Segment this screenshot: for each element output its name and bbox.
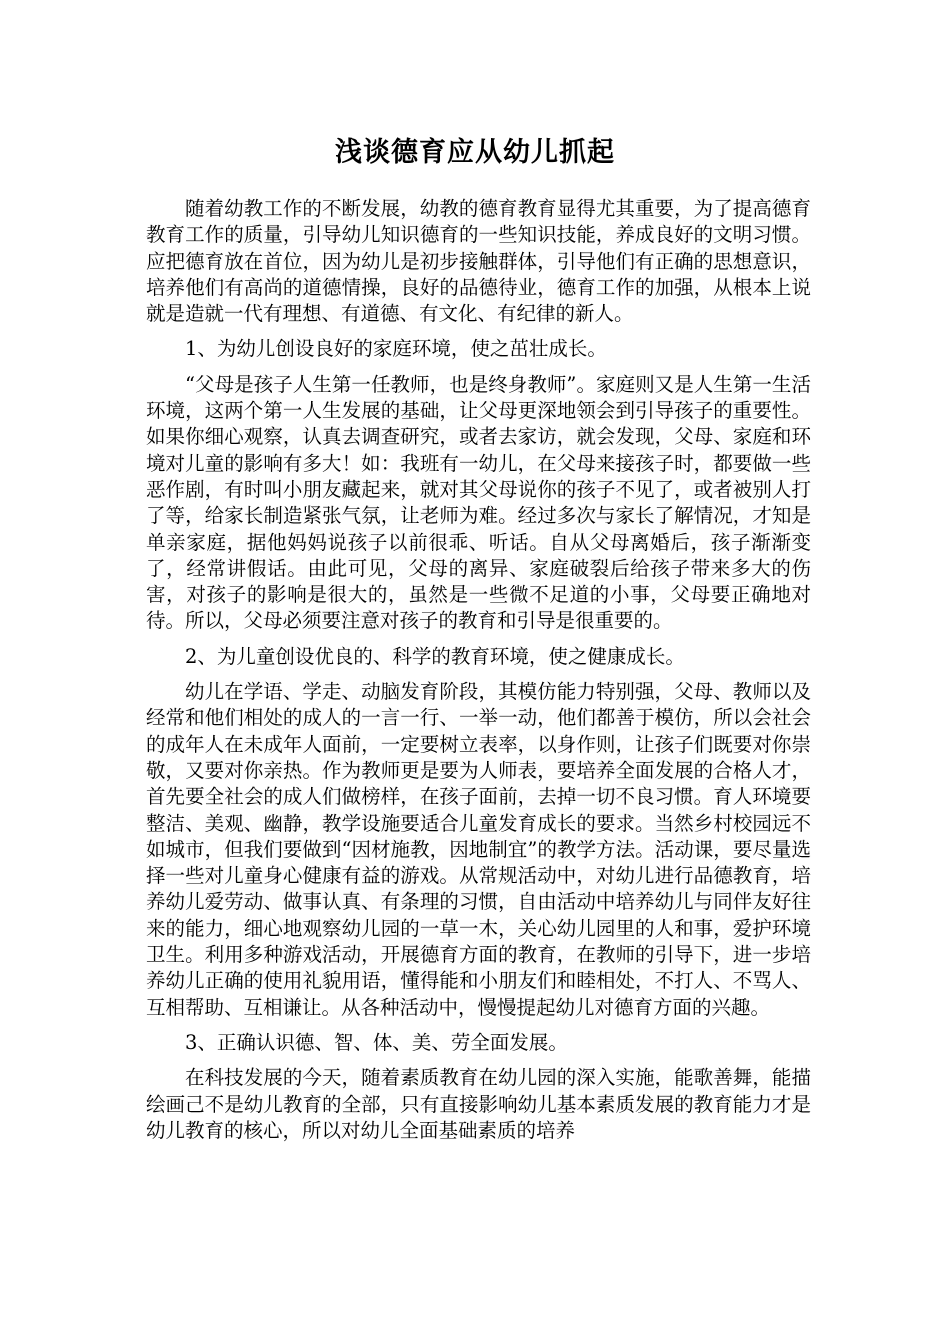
section-3-paragraph: 在科技发展的今天，随着素质教育在幼儿园的深入实施，能歌善舞，能描绘画己不是幼儿教育的全部，只有直接影响幼儿基本素质发展的教育能力才是幼儿教育的核心，所以对幼儿全面基础素质的培养	[146, 1066, 811, 1142]
section-1-paragraph: “父母是孩子人生第一任教师，也是终身教师”。家庭则又是人生第一生活环境，这两个第一人生发展的基础，让父母更深地领会到引导孩子的重要性。如果你细心观察，认真去调查研究，或者去家访，就会发现，父母、家庭和环境对儿童的影响有多大！如：我班有一幼儿，在父母来接孩子时，都要做一些恶作剧，有时叫小朋友藏起来，就对其父母说你的孩子不见了，或者被别人打了等，给家长制造紧张气氛，让老师为难。经过多次与家长了解情况，才知是单亲家庭，据他妈妈说孩子以前很乖、听话。自从父母离婚后，孩子渐渐变了，经常讲假话。由此可见，父母的离异、家庭破裂后给孩子带来多大的伤害，对孩子的影响是很大的，虽然是一些微不足道的小事，父母要正确地对待。所以，父母必须要注意对孩子的教育和引导是很重要的。	[146, 372, 811, 633]
document-body	[146, 196, 811, 1153]
section-2-paragraph: 幼儿在学语、学走、动脑发育阶段，其模仿能力特别强，父母、教师以及经常和他们相处的成人的一言一行、一举一动，他们都善于模仿，所以会社会的成年人在未成年人面前，一定要树立表率，以身作则，让孩子们既要对你崇敬，又要对你亲热。作为教师更是要为人师表，要培养全面发展的合格人才，首先要全社会的成人们做榜样，在孩子面前，去掉一切不良习惯。育人环境要整洁、美观、幽静，教学设施要适合儿童发育成长的要求。当然乡村校园远不如城市，但我们要做到“因材施教，因地制宜”的教学方法。活动课，要尽量选择一些对儿童身心健康有益的游戏。从常规活动中，对幼儿进行品德教育，培养幼儿爱劳动、做事认真、有条理的习惯，自由活动中培养幼儿与同伴友好往来的能力，细心地观察幼儿园的一草一木，关心幼儿园里的人和事，爱护环境卫生。利用多种游戏活动，开展德育方面的教育，在教师的引导下，进一步培养幼儿正确的使用礼貌用语，懂得能和小朋友们和睦相处，不打人、不骂人、互相帮助、互相谦让。从各种活动中，慢慢提起幼儿对德育方面的兴趣。	[146, 680, 811, 1019]
section-heading-3: 3、正确认识德、智、体、美、劳全面发展。	[185, 1030, 568, 1054]
section-heading-1: 1、为幼儿创设良好的家庭环境，使之茁壮成长。	[185, 337, 607, 361]
intro-paragraph: 随着幼教工作的不断发展，幼教的德育教育显得尤其重要，为了提高德育教育工作的质量，引导幼儿知识德育的一些知识技能，养成良好的文明习惯。应把德育放在首位，因为幼儿是初步接触群体，引导他们有正确的思想意识，培养他们有高尚的道德情操，良好的品德待业，德育工作的加强，从根本上说就是造就一代有理想、有道德、有文化、有纪律的新人。	[146, 197, 811, 326]
document-title: 浅谈德育应从幼儿抓起	[335, 137, 615, 168]
section-heading-2: 2、为儿童创设优良的、科学的教育环境，使之健康成长。	[185, 644, 685, 668]
